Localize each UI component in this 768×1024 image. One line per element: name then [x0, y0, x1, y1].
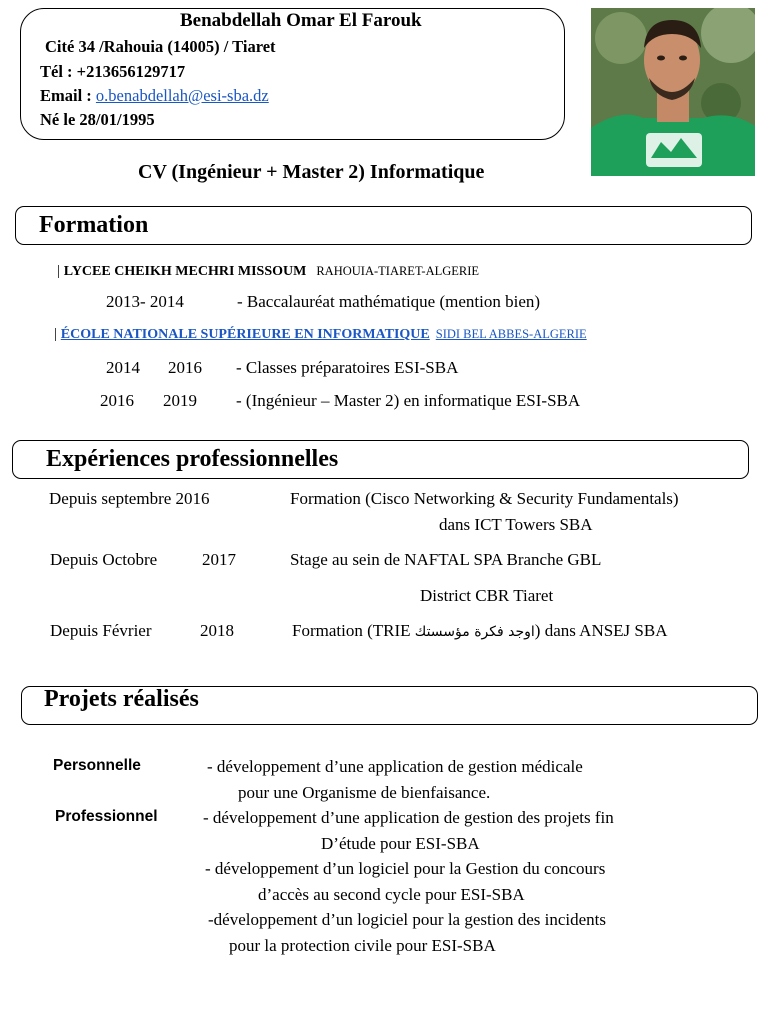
experiences-heading: Expériences professionnelles	[46, 446, 339, 472]
exp3-suffix: ) dans ANSEJ SBA	[534, 621, 668, 640]
cv-title: CV (Ingénieur + Master 2) Informatique	[138, 161, 485, 183]
email-link[interactable]: o.benabdellah@esi-sba.dz	[95, 86, 269, 105]
school2-name-link[interactable]: ÉCOLE NATIONALE SUPÉRIEURE EN INFORMATIQUE	[60, 327, 430, 342]
exp3-arabic-text: اوجد فكرة مؤسستك	[414, 624, 535, 640]
exp2-date: Depuis Octobre	[50, 550, 158, 569]
phone-line	[40, 62, 185, 82]
profile-photo	[591, 8, 755, 176]
school2b-year-end: 2019	[163, 391, 197, 410]
project3-line1: - développement d’un logiciel pour la Gestion du concours	[205, 859, 606, 878]
exp3-prefix: Formation (TRIE	[292, 621, 415, 640]
exp3-line	[292, 621, 668, 641]
project4-line2: pour la protection civile pour ESI-SBA	[229, 936, 496, 955]
projects-heading: Projets réalisés	[44, 686, 199, 712]
exp2-line2: District CBR Tiaret	[420, 586, 554, 605]
school1-name: LYCEE CHEIKH MECHRI MISSOUM	[63, 264, 307, 279]
exp2-line1: Stage au sein de NAFTAL SPA Branche GBL	[290, 550, 602, 569]
project1-line2: pour une Organisme de bienfaisance.	[238, 783, 491, 802]
school1-bar: |	[57, 263, 64, 279]
project2-line2: D’étude pour ESI-SBA	[321, 834, 480, 853]
formation-heading: Formation	[39, 212, 149, 238]
candidate-name: Benabdellah Omar El Farouk	[180, 10, 422, 31]
school1-location: RAHOUIA-TIARET-ALGERIE	[316, 264, 480, 278]
phone-label: Tél :	[40, 62, 77, 81]
exp1-line2: dans ICT Towers SBA	[439, 515, 593, 534]
project1-line1: - développement d’une application de gestion médicale	[207, 757, 583, 776]
school2-location-link[interactable]: SIDI BEL ABBES-ALGERIE	[435, 327, 587, 341]
school1-year: 2013- 2014	[106, 292, 184, 311]
school2-line	[54, 325, 587, 343]
exp1-line1: Formation (Cisco Networking & Security Fundamentals)	[290, 489, 679, 508]
phone-number: +213656129717	[76, 62, 186, 81]
project1-label: Personnelle	[53, 757, 141, 774]
exp3-date: Depuis Février	[50, 621, 152, 640]
birth-date: Né le 28/01/1995	[40, 110, 155, 129]
address: Cité 34 /Rahouia (14005) / Tiaret	[45, 37, 276, 56]
project2-label: Professionnel	[55, 808, 158, 825]
project4-line1: -développement d’un logiciel pour la gestion des incidents	[208, 910, 606, 929]
email-line	[40, 86, 269, 106]
project3-line2: d’accès au second cycle pour ESI-SBA	[258, 885, 525, 904]
school2a-desc: - Classes préparatoires ESI-SBA	[236, 358, 459, 377]
school2b-desc: - (Ingénieur – Master 2) en informatique ESI-SBA	[236, 391, 581, 410]
exp2-year: 2017	[202, 550, 236, 569]
exp1-date: Depuis septembre 2016	[49, 489, 210, 508]
email-label: Email :	[40, 86, 96, 105]
exp3-year: 2018	[200, 621, 234, 640]
project2-line1: - développement d’une application de gestion des projets fin	[203, 808, 614, 827]
school1-line	[57, 262, 479, 280]
school2b-year-start: 2016	[100, 391, 134, 410]
school2-bar: |	[54, 326, 61, 342]
school2a-year-start: 2014	[106, 358, 140, 377]
school1-diploma: - Baccalauréat mathématique (mention bien)	[237, 292, 541, 311]
school2a-year-end: 2016	[168, 358, 202, 377]
